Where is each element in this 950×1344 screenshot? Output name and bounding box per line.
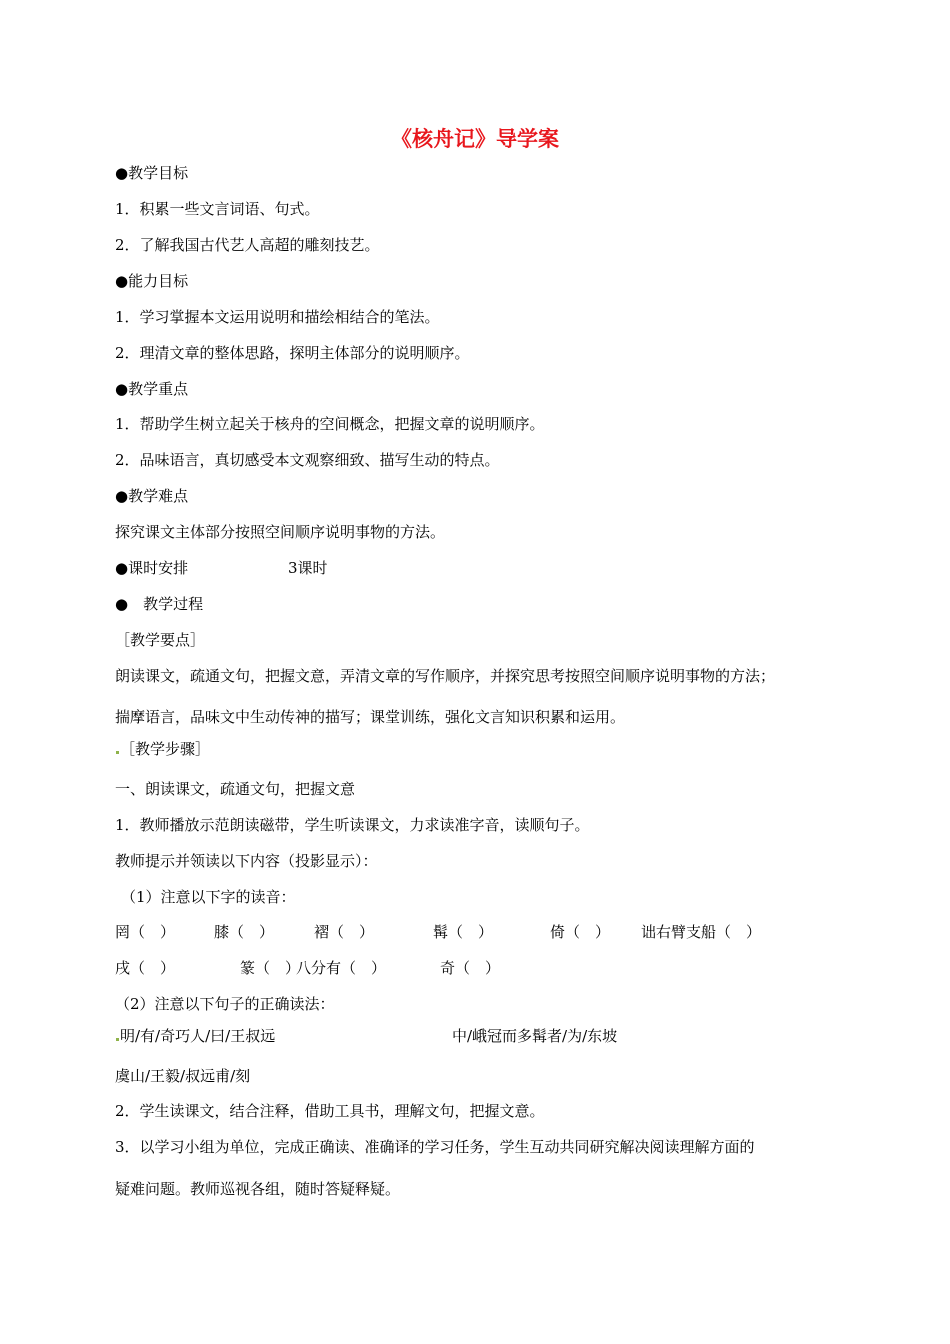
reading-sentence-text: 明/有/奇巧人/曰/王叔远 (120, 1027, 276, 1045)
pronunciation-item: 八分有（ ） (296, 959, 387, 977)
step1-item: 1．教师播放示范朗读磁带，学生听读课文，力求读准字音，读顺句子。 (115, 816, 590, 834)
ability-goal-item: 1．学习掌握本文运用说明和描绘相结合的笔法。 (115, 308, 440, 326)
key-point-item: 2．品味语言，真切感受本文观察细致、描写生动的特点。 (115, 451, 500, 469)
step1-prompt: 教师提示并领读以下内容（投影显示）： (115, 852, 378, 870)
steps-label-text: ［教学步骤］ (120, 740, 211, 758)
teaching-goal-item: 1．积累一些文言词语、句式。 (115, 200, 320, 218)
essentials-text: 揣摩语言，品味文中生动传神的描写；课堂训练，强化文言知识积累和运用。 (115, 708, 626, 726)
pronunciation-item: 罔（ ） (115, 923, 176, 941)
pronunciation-item: 倚（ ） (550, 923, 611, 941)
step1-item: 3．以学习小组为单位，完成正确读、准确译的学习任务，学生互动共同研究解决阅读理解方面的 (115, 1138, 755, 1156)
step1-title: 一、朗读课文，疏通文句，把握文意 (115, 780, 356, 798)
step1-item: 疑难问题。教师巡视各组，随时答疑释疑。 (115, 1180, 401, 1198)
pronunciation-item: 篆（ ） (240, 959, 301, 977)
key-point-item: 1．帮助学生树立起关于核舟的空间概念，把握文章的说明顺序。 (115, 415, 545, 433)
difficulties-text: 探究课文主体部分按照空间顺序说明事物的方法。 (115, 523, 446, 541)
difficulties-heading: ●教学难点 (115, 487, 189, 505)
pronunciation-item: 奇（ ） (440, 959, 501, 977)
steps-label (115, 739, 210, 759)
process-heading: ● 教学过程 (115, 595, 204, 613)
essentials-label: ［教学要点］ (115, 631, 206, 649)
reading-sentence (115, 1026, 275, 1046)
mark-dot (116, 1038, 119, 1041)
pronunciation-item: 戌（ ） (115, 959, 176, 977)
pronunciation-item: 诎右臂支船（ ） (641, 923, 762, 941)
pronunciation-label: （1）注意以下字的读音： (121, 888, 296, 906)
ability-goal-item: 2．理清文章的整体思路，探明主体部分的说明顺序。 (115, 344, 470, 362)
reading-sentence: 虞山/王毅/叔远甫/刻 (115, 1067, 251, 1085)
key-points-heading: ●教学重点 (115, 380, 189, 398)
mark-dot (116, 751, 119, 754)
essentials-text: 朗读课文，疏通文句，把握文意，弄清文章的写作顺序，并探究思考按照空间顺序说明事物的方法； (115, 667, 776, 685)
pronunciation-item: 髯（ ） (433, 923, 494, 941)
schedule-heading: ●课时安排 (115, 559, 189, 577)
teaching-goals-heading: ●教学目标 (115, 164, 189, 182)
reading-label: （2）注意以下句子的正确读法： (115, 995, 335, 1013)
document-title: 《核舟记》导学案 (391, 127, 559, 151)
step1-item: 2．学生读课文，结合注释，借助工具书，理解文句，把握文意。 (115, 1102, 545, 1120)
pronunciation-item: 膝（ ） (214, 923, 275, 941)
pronunciation-item: 褶（ ） (314, 923, 375, 941)
schedule-value: 3课时 (288, 559, 328, 577)
teaching-goal-item: 2．了解我国古代艺人高超的雕刻技艺。 (115, 236, 380, 254)
ability-goals-heading: ●能力目标 (115, 272, 189, 290)
reading-sentence: 中/峨冠而多髯者/为/东坡 (452, 1027, 618, 1045)
